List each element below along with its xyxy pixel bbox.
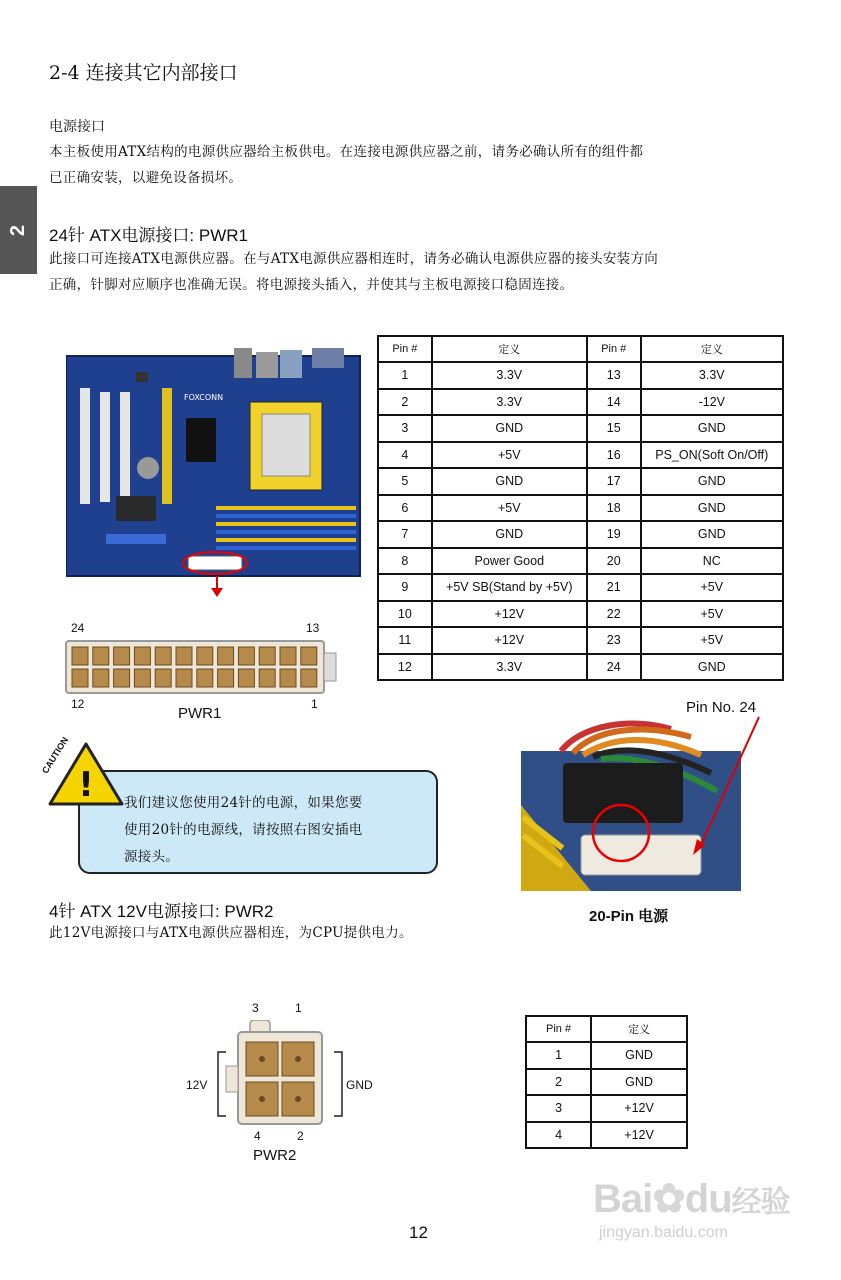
table-cell: 17 (587, 468, 641, 495)
pwr1-pin-12-label: 12 (71, 697, 85, 711)
svg-text:!: ! (78, 765, 94, 805)
pwr1-connector-drawing (64, 637, 342, 697)
table-row (526, 1095, 687, 1122)
pwr1-pin-socket (155, 669, 171, 687)
table-cell: +5V SB(Stand by +5V) (432, 574, 587, 601)
table-cell: 11 (378, 627, 432, 654)
table-row (378, 362, 783, 389)
pwr1-label: PWR1 (178, 705, 222, 722)
table-header-row (378, 336, 783, 362)
table-cell: +5V (641, 601, 783, 628)
table-cell: 23 (587, 627, 641, 654)
table-cell: 7 (378, 521, 432, 548)
table-cell: 4 (378, 442, 432, 469)
table-cell: 2 (378, 389, 432, 416)
table-cell: 2 (526, 1069, 591, 1096)
table-cell: +12V (591, 1122, 687, 1149)
table-row (378, 574, 783, 601)
pwr2-pin3-label: 3 (252, 1001, 259, 1015)
table-cell: 14 (587, 389, 641, 416)
table-header-cell: 定义 (641, 336, 783, 362)
watermark-brand-tail: du (684, 1177, 732, 1221)
table-cell: 24 (587, 654, 641, 681)
pwr2-heading: 4针 ATX 12V电源接口: PWR2 (49, 902, 274, 921)
pwr2-gnd-label: GND (346, 1078, 373, 1092)
caution-line3: 源接头。 (124, 849, 180, 865)
pwr2-pin2-label: 2 (297, 1129, 304, 1143)
pwr1-pin-1-label: 1 (311, 697, 318, 711)
caution-badge: CAUTION (40, 735, 71, 776)
section-title: 2-4 连接其它内部接口 (49, 62, 238, 84)
pwr1-pin-socket (134, 669, 150, 687)
table-cell: +12V (432, 627, 587, 654)
table-cell: 20 (587, 548, 641, 575)
table-row (378, 548, 783, 575)
table-cell: PS_ON(Soft On/Off) (641, 442, 783, 469)
table-header-cell: Pin # (587, 336, 641, 362)
table-row (378, 521, 783, 548)
pwr1-description (49, 246, 658, 298)
table-cell: 3 (378, 415, 432, 442)
pwr2-12v-label: 12V (186, 1078, 208, 1092)
power-heading: 电源接口 (49, 119, 105, 135)
table-cell: 1 (526, 1042, 591, 1069)
pwr1-pin-socket (176, 647, 192, 665)
table-row (526, 1069, 687, 1096)
table-cell: +5V (641, 574, 783, 601)
pwr2-label: PWR2 (253, 1147, 297, 1164)
table-cell: 3.3V (641, 362, 783, 389)
table-cell: -12V (641, 389, 783, 416)
page-number: 12 (409, 1223, 428, 1242)
pwr1-pin-socket (238, 669, 254, 687)
paw-icon: ✿ (652, 1177, 685, 1221)
table-cell: +5V (432, 495, 587, 522)
pwr1-pin-24-label: 24 (71, 621, 85, 635)
table-cell: 19 (587, 521, 641, 548)
pwr1-pin-socket (72, 669, 88, 687)
table-cell: GND (432, 415, 587, 442)
table-cell: GND (591, 1069, 687, 1096)
pwr1-desc-line2: 正确，针脚对应顺序也准确无误。将电源接头插入，并使其与主板电源接口稳固连接。 (49, 277, 574, 293)
table-cell: 10 (378, 601, 432, 628)
table-cell: GND (641, 495, 783, 522)
table-cell: +12V (591, 1095, 687, 1122)
power-intro-line1: 本主板使用ATX结构的电源供应器给主板供电。在连接电源供应器之前，请务必确认所有的组件都 (49, 144, 644, 160)
table-cell: 1 (378, 362, 432, 389)
pwr1-desc-line1: 此接口可连接ATX电源供应器。在与ATX电源供应器相连时，请务必确认电源供应器的接头安装方向 (49, 251, 659, 267)
table-cell: +5V (432, 442, 587, 469)
pwr2-pin1-label: 1 (295, 1001, 302, 1015)
table-cell: Power Good (432, 548, 587, 575)
motherboard-image (66, 348, 366, 598)
caution-line1: 我们建议您使用24针的电源，如果您要 (124, 795, 363, 811)
table-cell: 6 (378, 495, 432, 522)
table-cell: GND (432, 521, 587, 548)
photo-pin-label: Pin No. 24 (686, 699, 757, 716)
table-row (378, 468, 783, 495)
pwr1-pin-socket (259, 647, 275, 665)
pwr1-pin-socket (93, 669, 109, 687)
pwr1-pin-table (377, 335, 784, 681)
table-cell: 9 (378, 574, 432, 601)
table-cell: 16 (587, 442, 641, 469)
table-cell: 5 (378, 468, 432, 495)
table-header-cell: Pin # (526, 1016, 591, 1042)
table-row (378, 389, 783, 416)
pwr2-description: 此12V电源接口与ATX电源供应器相连，为CPU提供电力。 (49, 925, 413, 941)
table-cell: NC (641, 548, 783, 575)
table-row (378, 654, 783, 681)
watermark-url: jingyan.baidu.com (599, 1224, 728, 1241)
pwr1-pin-socket (280, 647, 296, 665)
table-cell: GND (641, 415, 783, 442)
board-brand-text: FOXCONN (184, 393, 224, 402)
watermark-brand: Bai (593, 1177, 653, 1221)
table-cell: 13 (587, 362, 641, 389)
pwr1-pin-socket (114, 647, 130, 665)
table-cell: 3.3V (432, 362, 587, 389)
photo-caption: 20-Pin 电源 (589, 908, 669, 925)
pwr1-pin-socket (218, 669, 234, 687)
pwr1-pin-socket (114, 669, 130, 687)
table-cell: GND (641, 521, 783, 548)
table-cell: 3.3V (432, 389, 587, 416)
table-row (378, 495, 783, 522)
table-header-cell: Pin # (378, 336, 432, 362)
power-intro-line2: 已正确安装，以避免设备损坏。 (49, 170, 243, 186)
table-cell: 3 (526, 1095, 591, 1122)
pwr1-pin-socket (176, 669, 192, 687)
pwr2-pin4-label: 4 (254, 1129, 261, 1143)
pwr1-pin-socket (259, 669, 275, 687)
table-cell: 22 (587, 601, 641, 628)
caution-text (124, 790, 363, 871)
pwr1-pin-socket (238, 647, 254, 665)
table-header-cell: 定义 (432, 336, 587, 362)
caution-line2: 使用20针的电源线，请按照右图安插电 (124, 822, 363, 838)
pwr1-pin-socket (280, 669, 296, 687)
table-cell: GND (641, 468, 783, 495)
table-cell: GND (432, 468, 587, 495)
table-row (378, 627, 783, 654)
table-cell: 15 (587, 415, 641, 442)
table-cell: GND (641, 654, 783, 681)
power-intro (49, 139, 643, 191)
pwr1-pin-socket (155, 647, 171, 665)
table-cell: 8 (378, 548, 432, 575)
pwr1-pin-socket (197, 669, 213, 687)
pwr1-pin-socket (301, 669, 317, 687)
pwr1-pin-socket (134, 647, 150, 665)
pwr1-pin-13-label: 13 (306, 621, 320, 635)
chapter-side-tab: 2 (0, 186, 37, 274)
pwr1-pin-socket (301, 647, 317, 665)
table-row (378, 415, 783, 442)
table-header-row (526, 1016, 687, 1042)
table-row (526, 1122, 687, 1149)
table-header-cell: 定义 (591, 1016, 687, 1042)
baidu-watermark-logo (593, 1176, 790, 1222)
table-row (378, 601, 783, 628)
table-row (378, 442, 783, 469)
pwr1-heading: 24针 ATX电源接口: PWR1 (49, 226, 248, 245)
table-cell: +12V (432, 601, 587, 628)
pwr2-pin-table (525, 1015, 688, 1149)
table-cell: GND (591, 1042, 687, 1069)
pwr1-pin-socket (72, 647, 88, 665)
pwr2-connector-drawing (186, 1020, 386, 1130)
pwr1-pin-socket (197, 647, 213, 665)
pwr1-pin-socket (93, 647, 109, 665)
table-cell: 18 (587, 495, 641, 522)
table-cell: 4 (526, 1122, 591, 1149)
table-cell: 12 (378, 654, 432, 681)
table-cell: 3.3V (432, 654, 587, 681)
watermark-jy: 经验 (731, 1186, 790, 1219)
table-row (526, 1042, 687, 1069)
atx-connector-photo (521, 715, 766, 893)
table-cell: 21 (587, 574, 641, 601)
pwr1-pin-socket (218, 647, 234, 665)
table-cell: +5V (641, 627, 783, 654)
